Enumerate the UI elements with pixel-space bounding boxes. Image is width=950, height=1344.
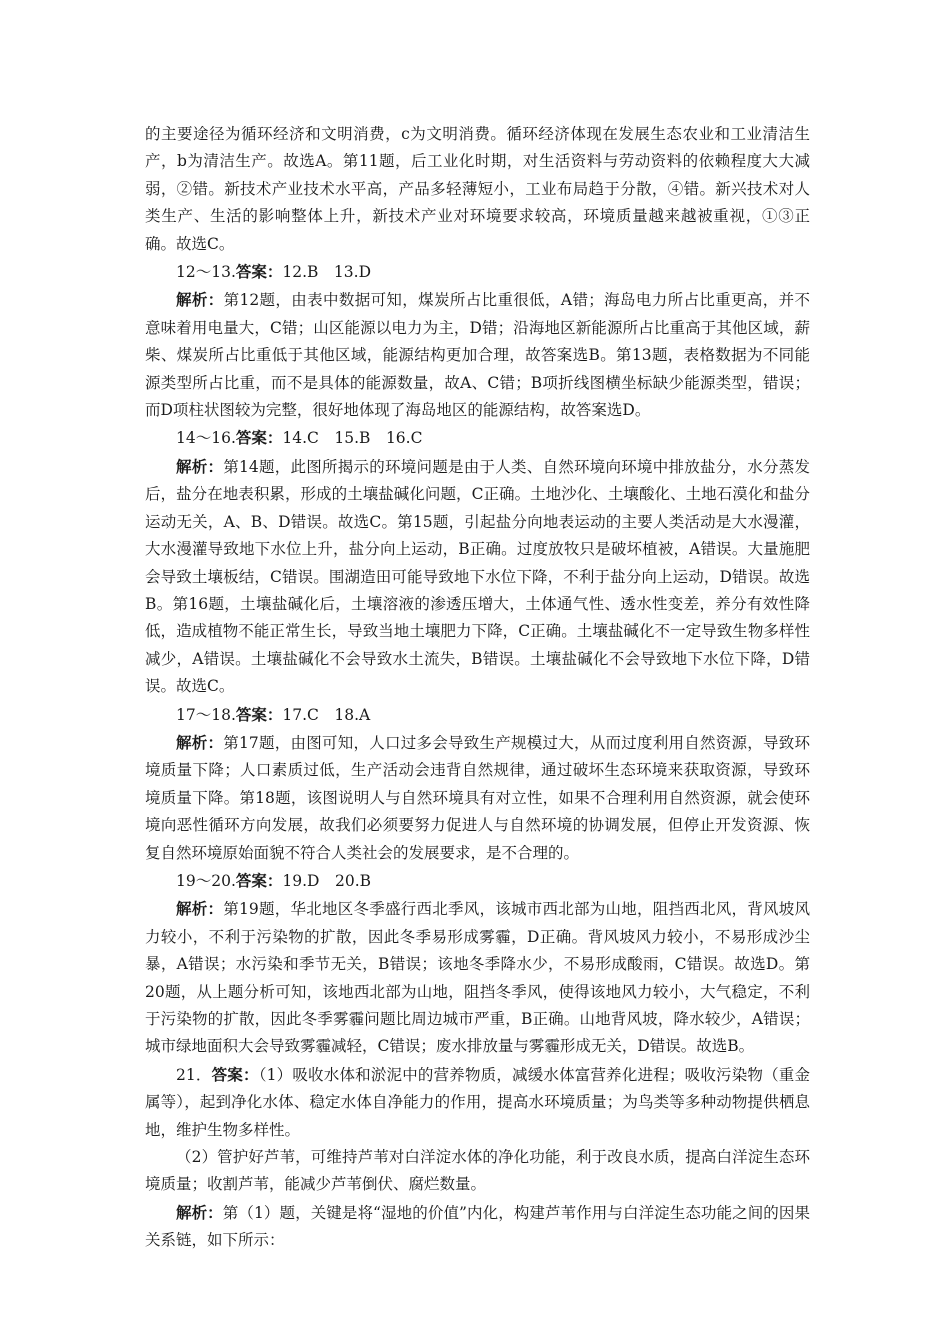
answer-line-12-13: 12～13.答案：12.B 13.D [176, 262, 372, 282]
analysis-text: 第17题，由图可知，人口过多会导致生产规模过大，从而过度利用自然资源，导致环境质量下降；人口素质过低，生产活动会违背自然规律，通过破坏生态环境来获取资源，导致环境质量下降。第18题，该图说明人与自然环境具有对立性，如果不合理利用自然资源，就会使环境向恶性循环方向发展，故我们必须要努力促进人与自然环境的协调发展，但停止开发资源、恢复自然环境原始面貌不符合人类社会的发展要求，是不合理的。 [145, 733, 810, 862]
paragraph-text: （2）管护好芦苇，可维持芦苇对白洋淀水体的净化功能，利于改良水质，提高白洋淀生态环境质量；收割芦苇，能减少芦苇倒伏、腐烂数量。 [145, 1148, 810, 1194]
answer-line-19-20: 19～20.答案：19.D 20.B [176, 870, 372, 890]
answer-text: 14.C 15.B 16.C [282, 429, 423, 448]
analysis-21 [145, 1199, 810, 1255]
answer-label: 答案： [211, 1064, 259, 1084]
answer-text: 17.C 18.A [282, 705, 371, 724]
analysis-label: 解析： [176, 899, 224, 919]
answer-text: 12.B 13.D [282, 263, 372, 282]
analysis-label: 解析： [176, 732, 224, 752]
analysis-12-13 [145, 286, 810, 424]
analysis-14-16 [145, 453, 810, 701]
paragraph-continued [145, 121, 810, 258]
analysis-label: 解析： [176, 290, 224, 310]
answer-text: 19.D 20.B [282, 871, 372, 890]
analysis-text: 第14题，此图所揭示的环境问题是由于人类、自然环境向环境中排放盐分，水分蒸发后，盐分在地表积累，形成的土壤盐碱化问题，C正确。土地沙化、土壤酸化、土地石漠化和盐分运动无关，A、B、D错误。故选C。第15题，引起盐分向地表运动的主要人类活动是大水漫灌，大水漫灌导致地下水位上升，盐分向上运动，B正确。过度放牧只是破坏植被，A错误。大量施肥会导致土壤板结，C错误。围湖造田可能导致地下水位下降，不利于盐分向上运动，D错误。故选B。第16题，土壤盐碱化后，土壤溶液的渗透压增大，土体通气性、透水性变差，养分有效性降低，造成植物不能正常生长，导致当地土壤肥力下降，C正确。土壤盐碱化不一定导致生物多样性减少，A错误。土壤盐碱化不会导致水土流失，B错误。土壤盐碱化不会导致地下水位下降，D错误。故选C。 [145, 457, 810, 696]
answer-line-17-18: 17～18.答案：17.C 18.A [176, 704, 371, 724]
analysis-label: 解析： [176, 456, 224, 476]
answer-line-14-16: 14～16.答案：14.C 15.B 16.C [176, 428, 423, 448]
answer-21-part-2 [145, 1144, 810, 1199]
analysis-text: 第（1）题，关键是将“湿地的价值”内化，构建芦苇作用与白洋淀生态功能之间的因果关系链，如下所示： [145, 1203, 810, 1250]
answer-label: 答案： [235, 428, 283, 448]
analysis-label: 解析： [176, 1202, 223, 1222]
analysis-19-20 [145, 895, 810, 1060]
answer-label: 答案： [235, 262, 283, 282]
paragraph-text: 的主要途径为循环经济和文明消费，c为文明消费。循环经济体现在发展生态农业和工业清洁生产，b为清洁生产。故选A。第11题，后工业化时期，对生活资料与劳动资料的依赖程度大大减弱，②错。新技术产业技术水平高，产品多轻薄短小，工业布局趋于分散，④错。新兴技术对人类生产、生活的影响整体上升，新技术产业对环境要求较高，环境质量越来越被重视，①③正确。故选C。 [145, 125, 810, 253]
analysis-17-18 [145, 729, 810, 867]
analysis-text: 第19题，华北地区冬季盛行西北季风，该城市西北部为山地，阻挡西北风，背风坡风力较小，不利于污染物的扩散，因此冬季易形成雾霾，D正确。背风坡风力较小，不易形成沙尘暴，A错误；水污染和季节无关，B错误；该地冬季降水少，不易形成酸雨，C错误。故选D。第20题，从上题分析可知，该地西北部为山地，阻挡冬季风，使得该地风力较小，大气稳定，不利于污染物的扩散，因此冬季雾霾问题比周边城市严重，B正确。山地背风坡，降水较少，A错误；城市绿地面积大会导致雾霾减轻，C错误；废水排放量与雾霾形成无关，D错误。故选B。 [145, 900, 810, 1056]
answer-label: 答案： [235, 704, 283, 724]
analysis-text: 第12题，由表中数据可知，煤炭所占比重很低，A错；海岛电力所占比重更高，并不意味着用电量大，C错；山区能源以电力为主，D错；沿海地区新能源所占比重高于其他区域，薪柴、煤炭所占比重低于其他区域，能源结构更加合理，故答案选B。第13题，表格数据为不同能源类型所占比重，而不是具体的能源数量，故A、C错；B项折线图横坐标缺少能源类型，错误；而D项柱状图较为完整，很好地体现了海岛地区的能源结构，故答案选D。 [145, 291, 810, 420]
document-page [145, 121, 810, 1255]
answer-label: 答案： [235, 870, 283, 890]
answer-line-21: 21．答案：（1）吸收水体和淤泥中的营养物质，减缓水体富营养化进程；吸收污染物（重金属等），起到净化水体、稳定水体自净能力的作用，提高水环境质量；为鸟类等多种动物提供栖息地，维护生物多样性。 [145, 1064, 810, 1139]
answer-text: （1）吸收水体和淤泥中的营养物质，减缓水体富营养化进程；吸收污染物（重金属等），起到净化水体、稳定水体自净能力的作用，提高水环境质量；为鸟类等多种动物提供栖息地，维护生物多样性。 [145, 1065, 810, 1139]
